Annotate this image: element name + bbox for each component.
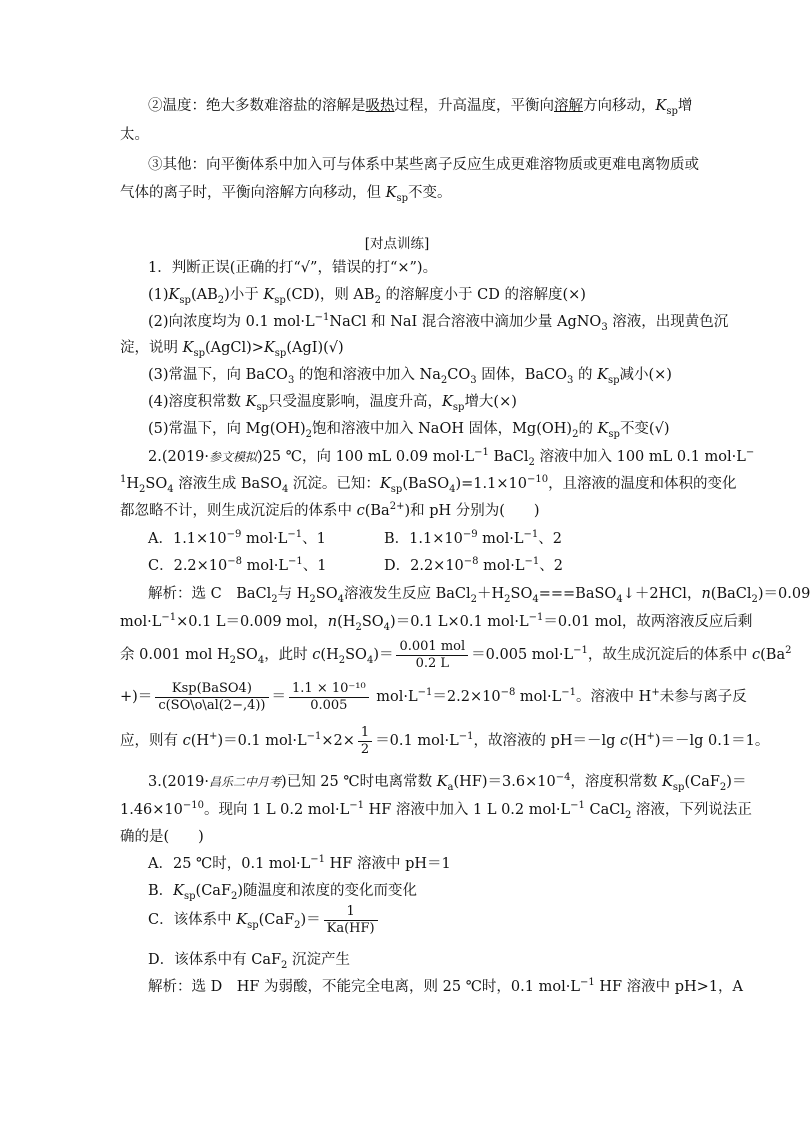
text: (2)向浓度均为 0.1 mol·L — [148, 314, 315, 330]
sup: −1 — [349, 800, 364, 812]
fraction-half — [358, 725, 372, 758]
text: 。溶液中 H — [576, 689, 652, 705]
ksp-symbol: K — [442, 394, 453, 410]
numerator: 1.1 × 10⁻¹⁰ — [289, 681, 369, 698]
underlined-term: 吸热 — [365, 98, 395, 114]
text: 固体，BaCO — [476, 367, 568, 383]
text: ，故生成沉淀后的体系中 — [587, 647, 752, 663]
sol3-line1 — [148, 977, 743, 997]
text: )＝0.1 mol·L — [217, 733, 307, 749]
text: (H — [190, 733, 210, 749]
text: 气体的离子时，平衡向溶解方向移动，但 — [120, 185, 386, 201]
n-symbol: n — [701, 586, 711, 602]
q1-title: 1．判断正误(正确的打“√”，错误的打“×”)。 — [148, 260, 438, 276]
text: 都忽略不计，则生成沉淀后的体系中 — [120, 503, 357, 519]
text: 淀，说明 — [120, 340, 183, 356]
ksp-sub: sp — [666, 105, 678, 117]
text: SO — [145, 476, 168, 492]
text: ，则 AB — [319, 287, 375, 303]
text: ) — [224, 287, 230, 303]
text: 、2 — [538, 531, 563, 547]
sol2-line5 — [120, 724, 769, 758]
ka-symbol: K — [436, 774, 448, 790]
q2-line1 — [148, 447, 754, 467]
ksp-sub: sp — [184, 890, 196, 902]
n-symbol: n — [327, 614, 338, 630]
q1-item1 — [148, 285, 586, 305]
text: mol·L — [371, 689, 418, 705]
other-paragraph-line2 — [120, 183, 452, 203]
text: 溶液，出现黄色沉 — [607, 314, 729, 330]
text: 解析：选 D HF 为弱酸，不能完全电离，则 25 ℃时，0.1 mol·L — [148, 979, 580, 995]
text: SO — [235, 647, 258, 663]
sup: −1 — [573, 645, 588, 657]
denominator: c(SO\o\al(2−,4)) — [158, 697, 266, 713]
sol2-line2 — [120, 612, 752, 632]
text: )＝－lg 0.1＝1。 — [654, 733, 770, 749]
sup: −1 — [306, 731, 322, 743]
text: )25 ℃，向 100 mL 0.09 mol·L — [257, 449, 475, 465]
c-symbol: c — [182, 733, 191, 749]
text: 溶液中加入 100 mL 0.1 mol·L — [534, 449, 746, 465]
text: (3)常温下，向 BaCO — [148, 367, 288, 383]
text: A．1.1×10 — [148, 531, 227, 547]
text: ===BaSO — [538, 586, 617, 602]
text: H — [126, 476, 140, 492]
text: 不变(√) — [619, 421, 670, 437]
sub: 2 — [229, 654, 236, 666]
text: (CaF — [258, 912, 295, 928]
text: (H — [628, 733, 647, 749]
text: mol·L — [242, 558, 288, 574]
text: ＝0.01 mol，故两溶液反应后剩 — [543, 614, 753, 630]
sup: 1 — [120, 474, 127, 486]
text: mol·L — [515, 689, 562, 705]
sub: 4 — [532, 593, 539, 605]
q1-item2-line1 — [148, 312, 728, 332]
sup: −1 — [561, 687, 577, 699]
q3-option-b[interactable] — [148, 881, 417, 901]
denominator: 0.2 L — [415, 655, 450, 671]
text: CaCl — [584, 802, 625, 818]
ksp-sub: sp — [179, 294, 191, 306]
temperature-paragraph-line2 — [120, 125, 149, 145]
text: 溶液发生反应 BaCl — [343, 586, 471, 602]
ksp-symbol: K — [385, 185, 397, 201]
text: 的溶解度小于 CD 的溶解度(×) — [380, 287, 586, 303]
text: 溶液，下列说法正 — [631, 802, 752, 818]
sub: 3 — [287, 374, 295, 386]
sub: 2 — [470, 593, 477, 605]
sub: 2 — [217, 294, 225, 306]
numerator: 1 — [358, 725, 372, 742]
text: 增大(×) — [464, 394, 517, 410]
text: (CD) — [285, 287, 320, 303]
q1-item4 — [148, 392, 517, 412]
sub: 2 — [528, 456, 535, 468]
text: (H — [320, 647, 339, 663]
text: )＝ — [373, 647, 394, 663]
sup: −8 — [500, 687, 516, 699]
q2-option-d[interactable] — [384, 556, 563, 576]
text: SO — [315, 586, 338, 602]
numerator: 1 — [324, 904, 378, 921]
text: (HF)＝3.6×10 — [453, 774, 556, 790]
text: HF 溶液中加入 1 L 0.2 mol·L — [363, 802, 571, 818]
ksp-symbol: K — [379, 476, 391, 492]
text: )=1.1×10 — [455, 476, 527, 492]
text: B． — [148, 883, 174, 899]
denominator: 2 — [360, 741, 370, 757]
sup: + — [646, 731, 655, 743]
text: C．2.2×10 — [148, 558, 228, 574]
text: (AgI)(√) — [286, 340, 344, 356]
ksp-symbol: K — [263, 287, 275, 303]
text: SO — [345, 647, 367, 663]
text: 余 0.001 mol H — [120, 647, 230, 663]
text: ×2× — [321, 733, 355, 749]
text: CO — [447, 367, 471, 383]
q1-item2-line2 — [120, 338, 344, 358]
ksp-sub: sp — [672, 781, 685, 793]
sub: 4 — [366, 654, 374, 666]
q3-line2 — [120, 800, 752, 820]
sub: 2 — [309, 593, 316, 605]
ksp-sub: sp — [607, 374, 620, 386]
sup: −1 — [523, 529, 539, 541]
text: 与 H — [277, 586, 310, 602]
sup: −8 — [463, 556, 479, 568]
sub: 4 — [281, 483, 289, 495]
q1-item5 — [148, 419, 670, 439]
text: HF 溶液中 pH＝1 — [325, 856, 451, 872]
ksp-sub: sp — [396, 192, 408, 204]
text: mol·L — [477, 531, 524, 547]
sub: 2 — [305, 428, 312, 440]
text: 应，则有 — [120, 733, 183, 749]
sup: −1 — [570, 800, 585, 812]
q2-line2 — [120, 474, 737, 494]
fraction-ksp-over-c — [155, 681, 268, 714]
underlined-term: 溶解 — [554, 98, 583, 114]
text: ＝ — [271, 689, 287, 705]
sup: −1 — [524, 556, 540, 568]
sub: 4 — [449, 483, 456, 495]
text: 2.(2019· — [148, 449, 210, 465]
text: ↓＋2HCl， — [622, 586, 702, 602]
text: )＝0.1 L×0.1 mol·L — [390, 614, 529, 630]
text: 、2 — [539, 558, 563, 574]
sub: a — [447, 781, 454, 793]
text: 的 — [573, 367, 598, 383]
sup: 2+ — [389, 501, 405, 513]
text: )＝0.09 — [757, 586, 810, 602]
ksp-sub: sp — [193, 347, 205, 359]
sup: −9 — [226, 529, 242, 541]
text: mol·L — [120, 614, 162, 630]
text: D．该体系中有 CaF — [148, 952, 282, 968]
sub: 4 — [337, 593, 344, 605]
sub: 2 — [139, 483, 146, 495]
sup: −4 — [555, 772, 571, 784]
text: 小于 — [229, 287, 264, 303]
text: (BaSO — [402, 476, 450, 492]
text: 的饱和溶液中加入 Na — [294, 367, 441, 383]
numerator: 0.001 mol — [396, 639, 468, 656]
sup: −1 — [474, 447, 489, 459]
text: 沉淀产生 — [287, 952, 351, 968]
sub: 2 — [751, 593, 758, 605]
text: 溶液生成 BaSO — [173, 476, 282, 492]
q1-item3 — [148, 365, 672, 385]
denominator: Ka(HF) — [326, 920, 375, 936]
text: ＝0.1 mol·L — [375, 733, 459, 749]
c-symbol: c — [312, 647, 321, 663]
sub: 2 — [440, 374, 448, 386]
q3-option-c[interactable] — [148, 903, 381, 937]
text: 不变。 — [408, 185, 452, 201]
other-paragraph-line1 — [148, 155, 699, 175]
sub: 2 — [624, 809, 632, 821]
text: (BaCl — [710, 586, 752, 602]
text: ②温度：绝大多数难溶盐的溶解是 — [148, 98, 366, 114]
sub: 3 — [567, 374, 574, 386]
text: A．25 ℃时，0.1 mol·L — [148, 856, 311, 872]
text: 解析：选 C BaCl — [148, 586, 272, 602]
temperature-paragraph-line1 — [148, 96, 692, 116]
ksp-symbol: K — [597, 367, 608, 383]
sup: −1 — [458, 731, 474, 743]
ksp-symbol: K — [173, 883, 184, 899]
text: ，且溶液的温度和体积的变化 — [548, 476, 737, 492]
q3-line3: 确的是( ) — [120, 829, 204, 845]
sup: −10 — [526, 474, 549, 486]
ksp-symbol: K — [597, 421, 609, 437]
text: ＝2.2×10 — [432, 689, 501, 705]
text: ，此时 — [264, 647, 313, 663]
sup: −1 — [287, 529, 303, 541]
sup: + — [209, 731, 218, 743]
text: 1.46×10 — [120, 802, 183, 818]
text: BaCl — [488, 449, 529, 465]
sub: 2 — [294, 919, 301, 931]
text: (CaF — [684, 774, 720, 790]
text: )随温度和浓度的变化而变化 — [237, 883, 418, 899]
text: (AB — [190, 287, 218, 303]
sol2-line1 — [148, 584, 810, 604]
text: (H — [337, 614, 356, 630]
text: SO — [361, 614, 384, 630]
text: +)＝ — [120, 689, 153, 705]
q2-line3 — [120, 501, 540, 521]
section-title: [对点训练] — [364, 236, 430, 252]
sup: −1 — [417, 687, 433, 699]
text: 的 — [578, 421, 598, 437]
c-symbol: c — [752, 647, 761, 663]
fraction-values — [289, 681, 369, 714]
q3-option-d[interactable] — [148, 950, 350, 970]
text: B．1.1×10 — [384, 531, 463, 547]
sub: 4 — [167, 483, 174, 495]
sup: − — [745, 447, 755, 459]
ksp-symbol: K — [236, 912, 248, 928]
text: NaCl 和 NaI 混合溶液中滴加少量 AgNO — [329, 314, 602, 330]
sub: 2 — [355, 621, 362, 633]
source-tag: 参文模拟 — [209, 450, 258, 464]
text: D．2.2×10 — [384, 558, 464, 574]
sub: 2 — [231, 890, 238, 902]
sub: 2 — [338, 654, 346, 666]
text: 沉淀。已知： — [288, 476, 380, 492]
text: )＝ — [726, 774, 747, 790]
text: 过程，升高温度，平衡向 — [394, 98, 554, 114]
ksp-symbol: K — [662, 774, 673, 790]
ksp-symbol: K — [263, 340, 275, 356]
text: )和 pH 分别为( ) — [404, 503, 540, 519]
text: mol·L — [478, 558, 525, 574]
ksp-symbol: K — [168, 287, 180, 303]
text: ×0.1 L＝0.009 mol， — [176, 614, 328, 630]
sup: −1 — [528, 612, 544, 624]
q3-line1 — [148, 772, 746, 792]
sub: 4 — [257, 654, 265, 666]
text: (CaF — [195, 883, 232, 899]
text: ＝0.005 mol·L — [471, 647, 574, 663]
text: (1) — [148, 287, 169, 303]
sup: −1 — [310, 854, 326, 866]
text: C．该体系中 — [148, 912, 237, 928]
sup: −9 — [462, 529, 478, 541]
sup: −1 — [314, 312, 330, 324]
fraction-one-over-ka — [324, 904, 378, 937]
text: ＋H — [477, 586, 505, 602]
sup: −10 — [182, 800, 204, 812]
denominator: 0.005 — [310, 697, 348, 713]
text: )＝ — [300, 912, 321, 928]
ksp-sub: sp — [452, 401, 465, 413]
ksp-sub: sp — [247, 919, 259, 931]
ksp-sub: sp — [390, 483, 403, 495]
fraction-h2so4 — [396, 639, 468, 672]
source-tag: 昌乐二中月考 — [209, 775, 282, 789]
text: 只受温度影响，温度升高， — [268, 394, 443, 410]
sub: 2 — [281, 959, 288, 971]
q2-option-a[interactable] — [148, 529, 326, 549]
sub: 4 — [383, 621, 391, 633]
text: 方向移动， — [583, 98, 656, 114]
text: SO — [510, 586, 533, 602]
ksp-symbol: K — [655, 98, 667, 114]
text: 增 — [677, 98, 693, 114]
text: 。现向 1 L 0.2 mol·L — [204, 802, 350, 818]
ksp-symbol: K — [182, 340, 194, 356]
sol2-line4 — [120, 680, 747, 714]
text: ，溶度积常数 — [570, 774, 663, 790]
text: 饱和溶液中加入 NaOH 固体，Mg(OH) — [312, 421, 573, 437]
sub: 2 — [572, 428, 579, 440]
sub: 2 — [271, 593, 278, 605]
text: 3.(2019· — [148, 774, 210, 790]
text: 太。 — [120, 127, 149, 143]
text: (4)溶度积常数 — [148, 394, 246, 410]
sup: −1 — [161, 612, 177, 624]
text: (Ba — [364, 503, 390, 519]
q2-option-b[interactable] — [384, 529, 562, 549]
sup: −1 — [287, 556, 303, 568]
sup: 2 — [785, 645, 792, 657]
text: (5)常温下，向 Mg(OH) — [148, 421, 306, 437]
text: 减小(×) — [619, 367, 672, 383]
q3-option-a[interactable] — [148, 854, 451, 874]
sub: 3 — [601, 321, 608, 333]
numerator: Ksp(BaSO4) — [155, 681, 268, 698]
text: ③其他：向平衡体系中加入可与体系中某些离子反应生成更难溶物质或更难电离物质或 — [148, 157, 699, 173]
ksp-symbol: K — [245, 394, 257, 410]
text: (AgCl)> — [205, 340, 264, 356]
text: (Ba — [760, 647, 786, 663]
ksp-sub: sp — [608, 428, 620, 440]
sub: 2 — [374, 294, 381, 306]
sup: −8 — [227, 556, 243, 568]
q2-option-c[interactable] — [148, 556, 326, 576]
sup: −1 — [579, 977, 595, 989]
text: 未参与离子反 — [659, 689, 747, 705]
sol2-line3 — [120, 638, 791, 672]
sub: 2 — [504, 593, 511, 605]
text: mol·L — [241, 531, 288, 547]
text: 、1 — [302, 558, 327, 574]
c-symbol: c — [620, 733, 629, 749]
sub: 4 — [616, 593, 623, 605]
sub: 3 — [470, 374, 477, 386]
text: ，故溶液的 pH＝－lg — [473, 733, 621, 749]
text: )已知 25 ℃时电离常数 — [281, 774, 437, 790]
text: 、1 — [302, 531, 326, 547]
sub: 2 — [719, 781, 727, 793]
ksp-sub: sp — [256, 401, 269, 413]
ksp-sub: sp — [274, 347, 287, 359]
sup: + — [651, 687, 660, 699]
c-symbol: c — [356, 503, 365, 519]
ksp-sub: sp — [274, 294, 286, 306]
text: HF 溶液中 pH>1，A — [594, 979, 744, 995]
